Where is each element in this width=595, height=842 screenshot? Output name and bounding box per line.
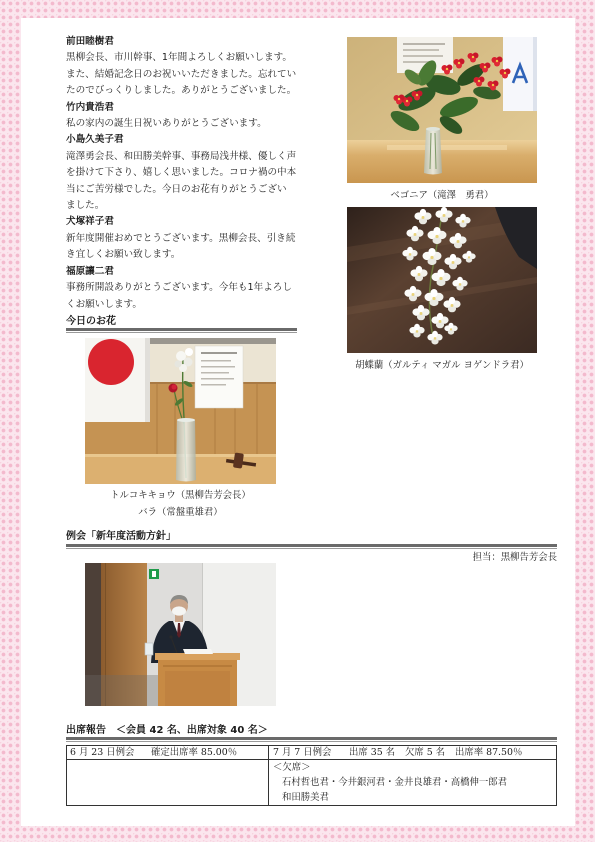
table-divider <box>268 746 269 805</box>
member-messages <box>66 34 306 313</box>
photo-caption: 胡蝶蘭（ガルティ マガル ヨゲンドラ君） <box>355 360 529 371</box>
member-name: 竹内貴浩君 <box>66 101 114 113</box>
message-line: 滝澤勇会長、和田勝美幹事、事務局浅井様、優しく声 <box>66 150 297 162</box>
absent-members: 和田勝美君 <box>282 792 329 803</box>
podium <box>155 649 240 706</box>
message-line: たのでびっくりしました。ありがとうございました。 <box>66 85 297 97</box>
heading-rule <box>66 328 297 333</box>
message-line: 私の家内の誕生日祝いありがとうございます。 <box>66 118 267 130</box>
absent-members: 石村哲也君・今井銀河君・金井良雄君・高橋伸一郎君 <box>282 777 508 788</box>
section-heading-meeting: 例会「新年度活動方針」 <box>66 531 176 542</box>
present-count: 出席 35 名 <box>349 747 396 758</box>
glass-vase <box>424 127 442 175</box>
rose <box>169 384 178 393</box>
attendance-table <box>66 745 557 806</box>
member-name: 福原讓二君 <box>66 265 114 277</box>
message-line: ました。 <box>66 200 105 212</box>
section-heading-attendance: 出席報告 ＜会員 42 名、出席対象 40 名＞ <box>66 725 268 736</box>
message-line: 事務所開設ありがとうございます。今年も1年よろし <box>66 282 292 294</box>
previous-meeting-date: 6 月 23 日例会 <box>70 747 135 758</box>
heading-rule <box>66 544 557 549</box>
orchid-photo <box>347 207 537 353</box>
member-name: 小島久美子君 <box>66 134 124 146</box>
message-line: き宜しくお願い致します。 <box>66 249 181 261</box>
heading-rule <box>66 737 557 742</box>
member-name: 犬塚祥子君 <box>66 216 114 228</box>
photo-caption: ベゴニア（滝澤 勇君） <box>390 190 494 201</box>
member-name: 前田睦樹君 <box>66 36 114 47</box>
absent-count: 欠席 5 名 <box>405 747 446 758</box>
exit-sign <box>149 569 159 579</box>
message-line: くお願いします。 <box>66 298 142 310</box>
glass-vase <box>176 418 196 482</box>
presenter-credit: 担当：黒柳告芳会長 <box>472 552 557 563</box>
message-line: 黒柳会長、市川幹事、1年間よろしくお願いします。 <box>66 52 292 64</box>
section-heading-flowers: 今日のお花 <box>66 316 116 327</box>
eustoma-rose-photo <box>85 338 276 484</box>
japanese-flag <box>85 338 150 422</box>
message-line: を掛けて下さり、嬉しく思いました。コロナ禍の中本 <box>66 167 297 179</box>
caption-line: トルコキキョウ（黒柳告芳会長） <box>110 490 251 501</box>
face-mask <box>172 606 186 615</box>
speaker-photo <box>85 563 276 706</box>
photo-caption <box>85 487 276 521</box>
absent-label: ＜欠席＞ <box>273 762 311 773</box>
message-line: 新年度開催おめでとうございます。黒柳会長、引き続 <box>66 232 296 244</box>
message-line: 当にご苦労様でした。今日のお花有りがとうござい <box>66 183 287 195</box>
caption-line: バラ（常盤重雄君） <box>138 507 223 518</box>
wall-notice <box>195 346 243 408</box>
message-line: また、結婚記念日のお祝いいただきました。忘れてい <box>66 68 297 80</box>
water-glass <box>145 643 153 655</box>
attendance-rate: 出席率 87.50％ <box>455 747 523 758</box>
table-divider <box>67 759 556 760</box>
current-meeting-date: 7 月 7 日例会 <box>273 747 332 758</box>
previous-meeting-rate: 確定出席率 85.00％ <box>151 747 238 758</box>
begonia-photo <box>347 37 537 183</box>
